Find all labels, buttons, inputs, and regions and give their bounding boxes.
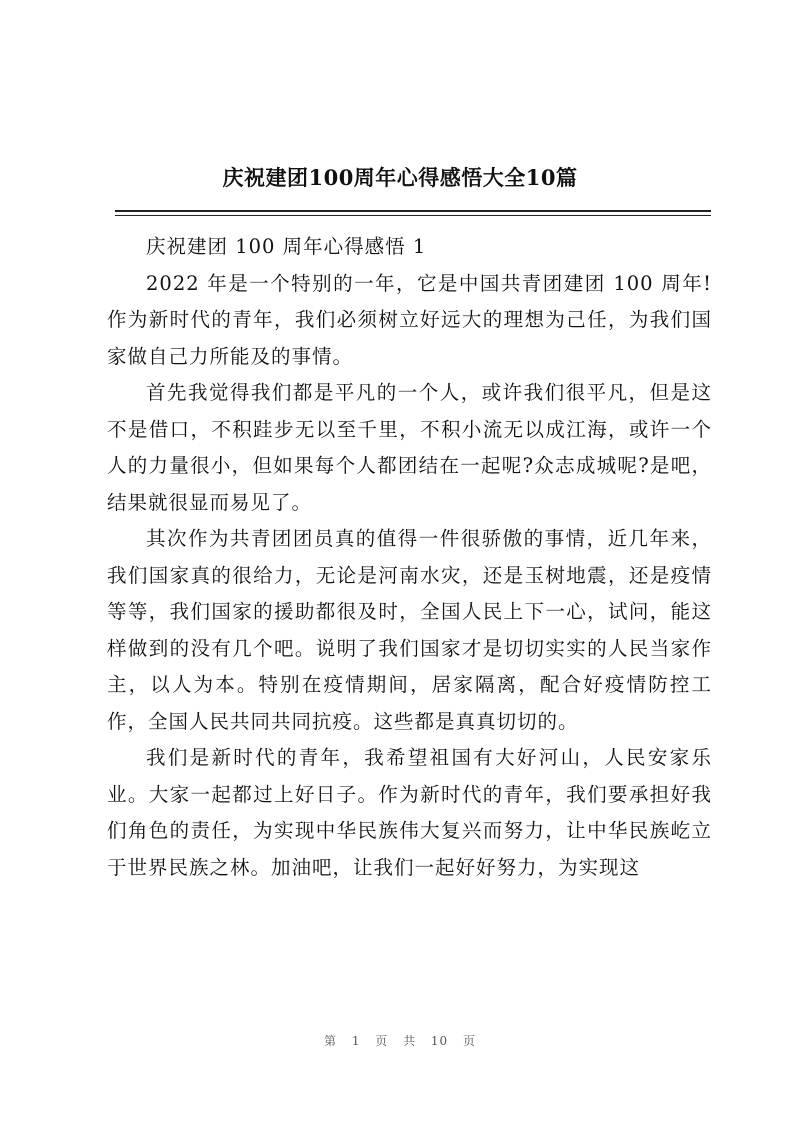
document-body (107, 229, 712, 886)
paragraph: 其次作为共青团团员真的值得一件很骄傲的事情，近几年来，我们国家真的很给力，无论是河南水灾，还是玉树地震，还是疫情等等，我们国家的援助都很及时，全国人民上下一心，试问，能这样做到的没有几个吧。说明了我们国家才是切切实实的人民当家作主，以人为本。特别在疫情期间，居家隔离，配合好疫情防控工作，全国人民共同共同抗疫。这些都是真真切切的。 (107, 527, 712, 733)
section-heading: 庆祝建团 100 周年心得感悟 1 (146, 235, 427, 258)
page-number-footer: 第 1 页 共 10 页 (324, 1034, 476, 1048)
title-divider-thin (115, 215, 711, 216)
title-divider (115, 210, 711, 212)
document-title: 庆祝建团100周年心得感悟大全10篇 (222, 165, 578, 190)
paragraph: 首先我觉得我们都是平凡的一个人，或许我们很平凡，但是这不是借口，不积跬步无以至千里，不积小流无以成江海，或许一个人的力量很小，但如果每个人都团结在一起呢?众志成城呢?是吧，结果就很显而易见了。 (107, 381, 712, 514)
paragraph: 2022 年是一个特别的一年，它是中国共青团建团 100 周年!作为新时代的青年，我们必须树立好远大的理想为己任，为我们国家做自己力所能及的事情。 (107, 271, 712, 368)
paragraph: 我们是新时代的青年，我希望祖国有大好河山，人民安家乐业。大家一起都过上好日子。作为新时代的青年，我们要承担好我们角色的责任，为实现中华民族伟大复兴而努力，让中华民族屹立于世界民族之林。加油吧，让我们一起好好努力，为实现这 (107, 746, 712, 879)
